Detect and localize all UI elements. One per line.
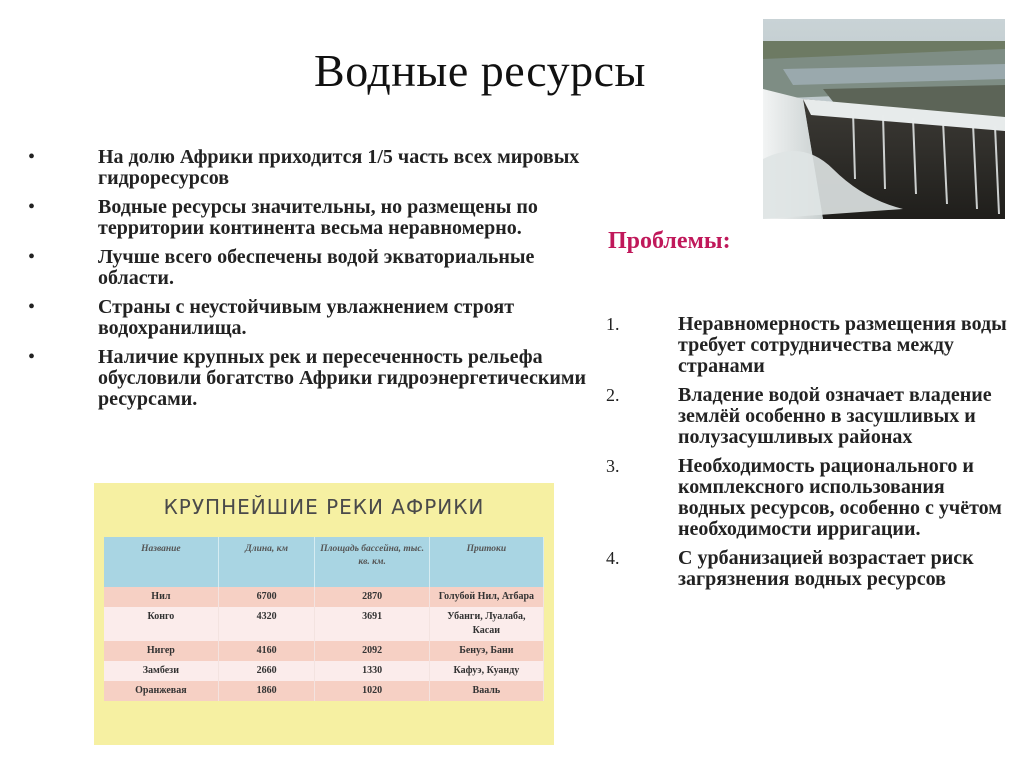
list-item: • Страны с неустойчивым увлажнением строят водохранилища. — [28, 296, 515, 339]
table-row: Оранжевая 1860 1020 Вааль — [104, 681, 544, 701]
list-item: 4. С урбанизацией возрастает риск загрязнения водных ресурсов — [606, 547, 974, 590]
waterfall-photo — [763, 19, 1005, 219]
slide-title: Водные ресурсы — [314, 45, 646, 96]
bullet-icon: • — [28, 196, 36, 218]
rivers-table-panel — [94, 483, 554, 745]
bullet-icon: • — [28, 296, 36, 318]
list-item: 1. Неравномерность размещения воды требует сотрудничества между странами — [606, 313, 1007, 377]
column-header: Название — [104, 537, 218, 587]
item-number: 2. — [606, 385, 620, 405]
bullet-icon: • — [28, 346, 36, 368]
table-row: Замбези 2660 1330 Кафуэ, Куанду — [104, 661, 544, 681]
list-item: 2. Владение водой означает владение землёй особенно в засушливых и полузасушливых районах — [606, 384, 992, 448]
column-header: Длина, км — [218, 537, 315, 587]
table-row: Нигер 4160 2092 Бенуэ, Бани — [104, 641, 544, 661]
table-row: Нил 6700 2870 Голубой Нил, Атбара — [104, 587, 544, 607]
column-header: Площадь бассейна, тыс. кв. км. — [315, 537, 429, 587]
table-header-row — [104, 537, 544, 587]
rivers-table — [104, 537, 544, 701]
facts-list — [26, 147, 586, 418]
bullet-icon: • — [28, 146, 36, 168]
bullet-icon: • — [28, 246, 36, 268]
list-item: • Наличие крупных рек и пересеченность рельефа обусловили богатство Африки гидроэнергетическими ресурсами. — [28, 346, 587, 410]
table-row: Конго 4320 3691 Убанги, Луалаба, Касаи — [104, 607, 544, 641]
rivers-table-title: КРУПНЕЙШИЕ РЕКИ АФРИКИ — [163, 495, 485, 519]
problems-list — [606, 314, 1016, 598]
item-number: 1. — [606, 314, 620, 334]
list-item: • Водные ресурсы значительны, но размещены по территории континента весьма неравномерно. — [28, 196, 538, 239]
item-number: 3. — [606, 456, 620, 476]
column-header: Притоки — [429, 537, 543, 587]
list-item: • Лучше всего обеспечены водой экваториальные области. — [28, 246, 535, 289]
list-item: 3. Необходимость рационального и комплексного использования водных ресурсов, особенно с учётом необходимости ирригации. — [606, 455, 1002, 540]
list-item: • На долю Африки приходится 1/5 часть всех мировых гидроресурсов — [28, 146, 580, 189]
problems-heading: Проблемы: — [608, 228, 731, 254]
item-number: 4. — [606, 548, 620, 568]
